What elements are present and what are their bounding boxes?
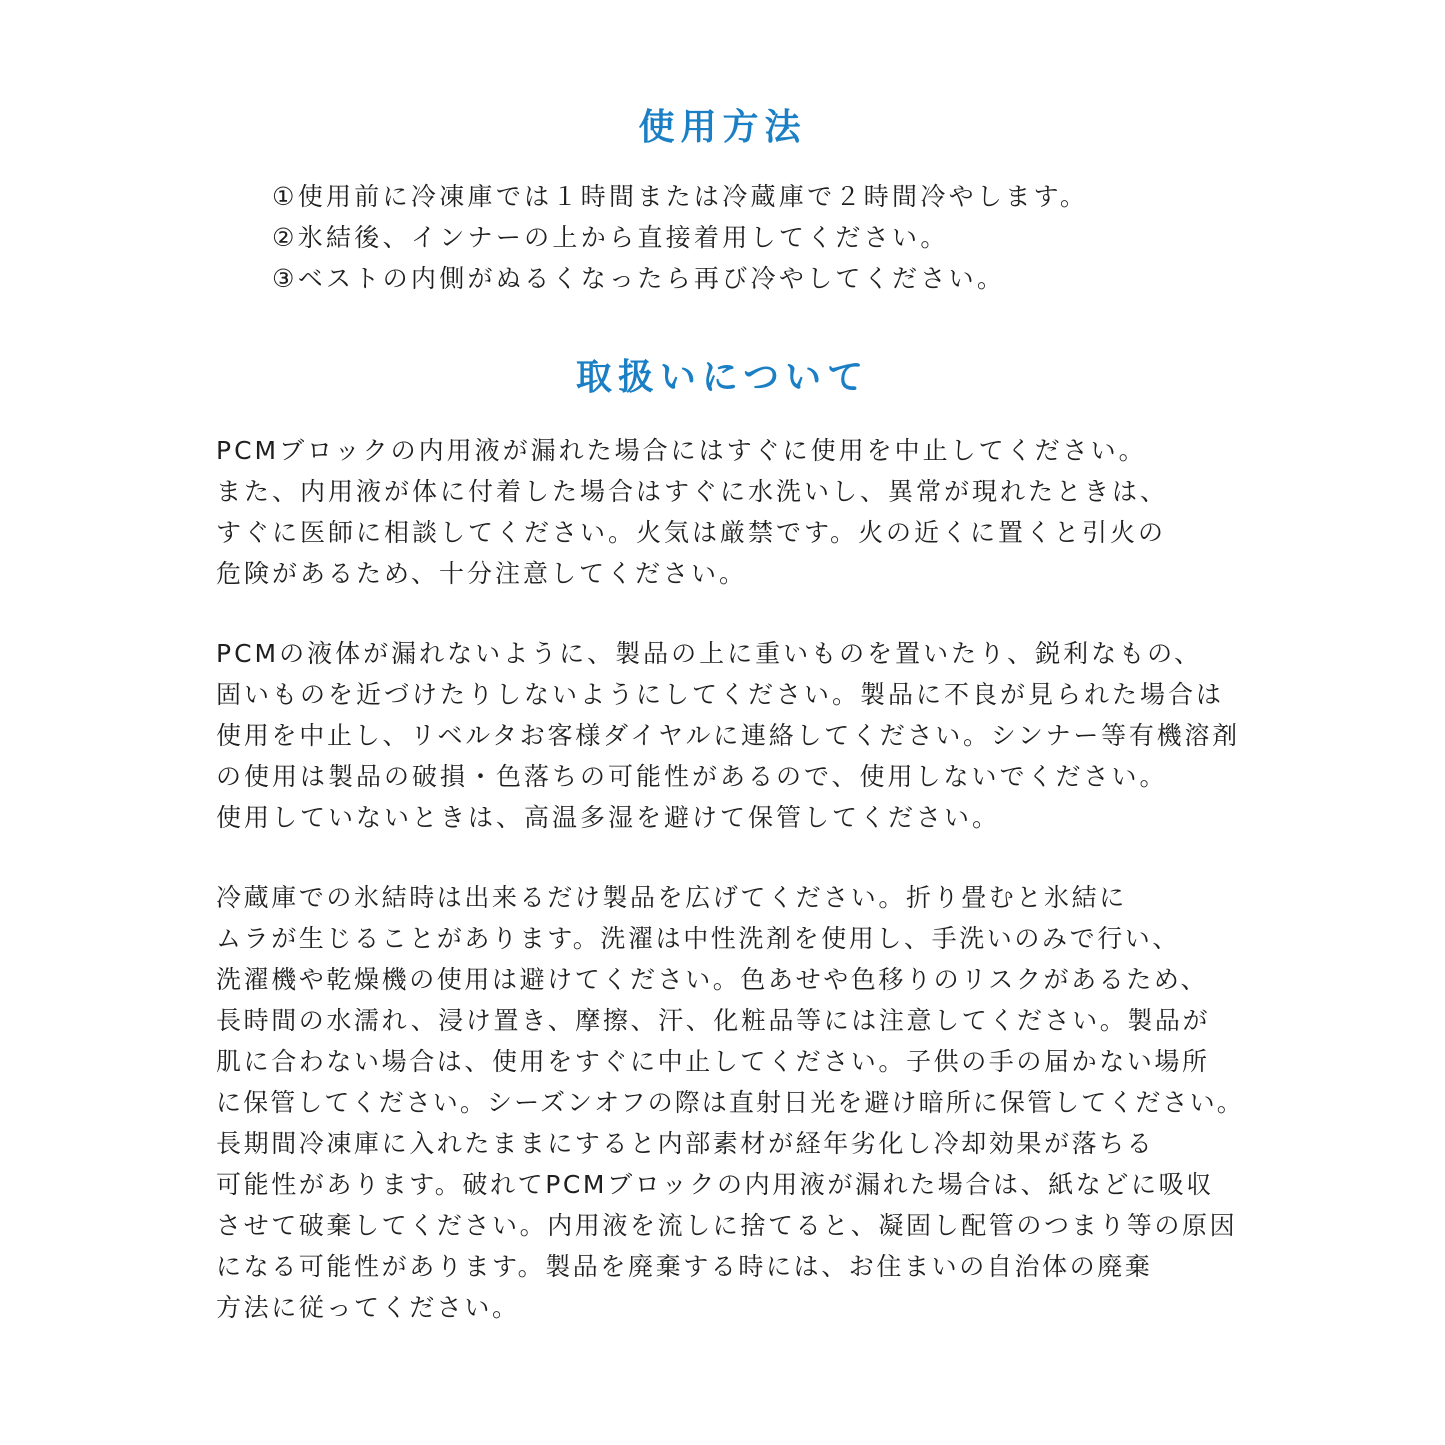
handling-title: 取扱いについて — [575, 357, 870, 398]
paragraph-line: 冷蔵庫での氷結時は出来るだけ製品を広げてください。折り畳むと氷結に — [216, 883, 1127, 912]
paragraph-line: PCMブロックの内用液が漏れた場合にはすぐに使用を中止してください。 — [216, 436, 1147, 465]
usage-step-3: ③ベストの内側がぬるくなったら再び冷やしてください。 — [272, 264, 1006, 293]
handling-paragraph-care — [216, 633, 1246, 838]
paragraph-line: 使用を中止し、リベルタお客様ダイヤルに連絡してください。シンナー等有機溶剤 — [216, 721, 1240, 750]
usage-steps-list — [272, 176, 1088, 299]
usage-step-2: ②氷結後、インナーの上から直接着用してください。 — [272, 223, 949, 252]
paragraph-line: させて破棄してください。内用液を流しに捨てると、凝固し配管のつまり等の原因 — [216, 1211, 1238, 1240]
handling-paragraph-leak — [216, 430, 1246, 594]
paragraph-line: 固いものを近づけたりしないようにしてください。製品に不良が見られた場合は — [216, 680, 1225, 709]
paragraph-line: 肌に合わない場合は、使用をすぐに中止してください。子供の手の届かない場所 — [216, 1047, 1210, 1076]
paragraph-line: の使用は製品の破損・色落ちの可能性があるので、使用しないでください。 — [216, 762, 1168, 791]
paragraph-line: 方法に従ってください。 — [216, 1293, 520, 1322]
paragraph-line: 長時間の水濡れ、浸け置き、摩擦、汗、化粧品等には注意してください。製品が — [216, 1006, 1211, 1035]
paragraph-line: 使用していないときは、高温多湿を避けて保管してください。 — [216, 803, 1001, 832]
handling-paragraph-storage — [216, 877, 1246, 1328]
paragraph-line: すぐに医師に相談してください。火気は厳禁です。火の近くに置くと引火の — [216, 518, 1167, 547]
paragraph-line: 洗濯機や乾燥機の使用は避けてください。色あせや色移りのリスクがあるため、 — [216, 965, 1209, 994]
paragraph-line: 可能性があります。破れてPCMブロックの内用液が漏れた場合は、紙などに吸収 — [216, 1170, 1214, 1199]
paragraph-line: に保管してください。シーズンオフの際は直射日光を避け暗所に保管してください。 — [216, 1088, 1244, 1117]
paragraph-line: になる可能性があります。製品を廃棄する時には、お住まいの自治体の廃棄 — [216, 1252, 1153, 1281]
paragraph-line: 危険があるため、十分注意してください。 — [216, 559, 748, 588]
paragraph-line: 長期間冷凍庫に入れたままにすると内部素材が経年劣化し冷却効果が落ちる — [216, 1129, 1155, 1158]
paragraph-line: PCMの液体が漏れないように、製品の上に重いものを置いたり、鋭利なもの、 — [216, 639, 1203, 668]
paragraph-line: ムラが生じることがあります。洗濯は中性洗剤を使用し、手洗いのみで行い、 — [216, 924, 1181, 953]
usage-step-1: ①使用前に冷凍庫では１時間または冷蔵庫で２時間冷やします。 — [272, 182, 1089, 211]
usage-title: 使用方法 — [638, 107, 807, 148]
paragraph-line: また、内用液が体に付着した場合はすぐに水洗いし、異常が現れたときは、 — [216, 477, 1169, 506]
